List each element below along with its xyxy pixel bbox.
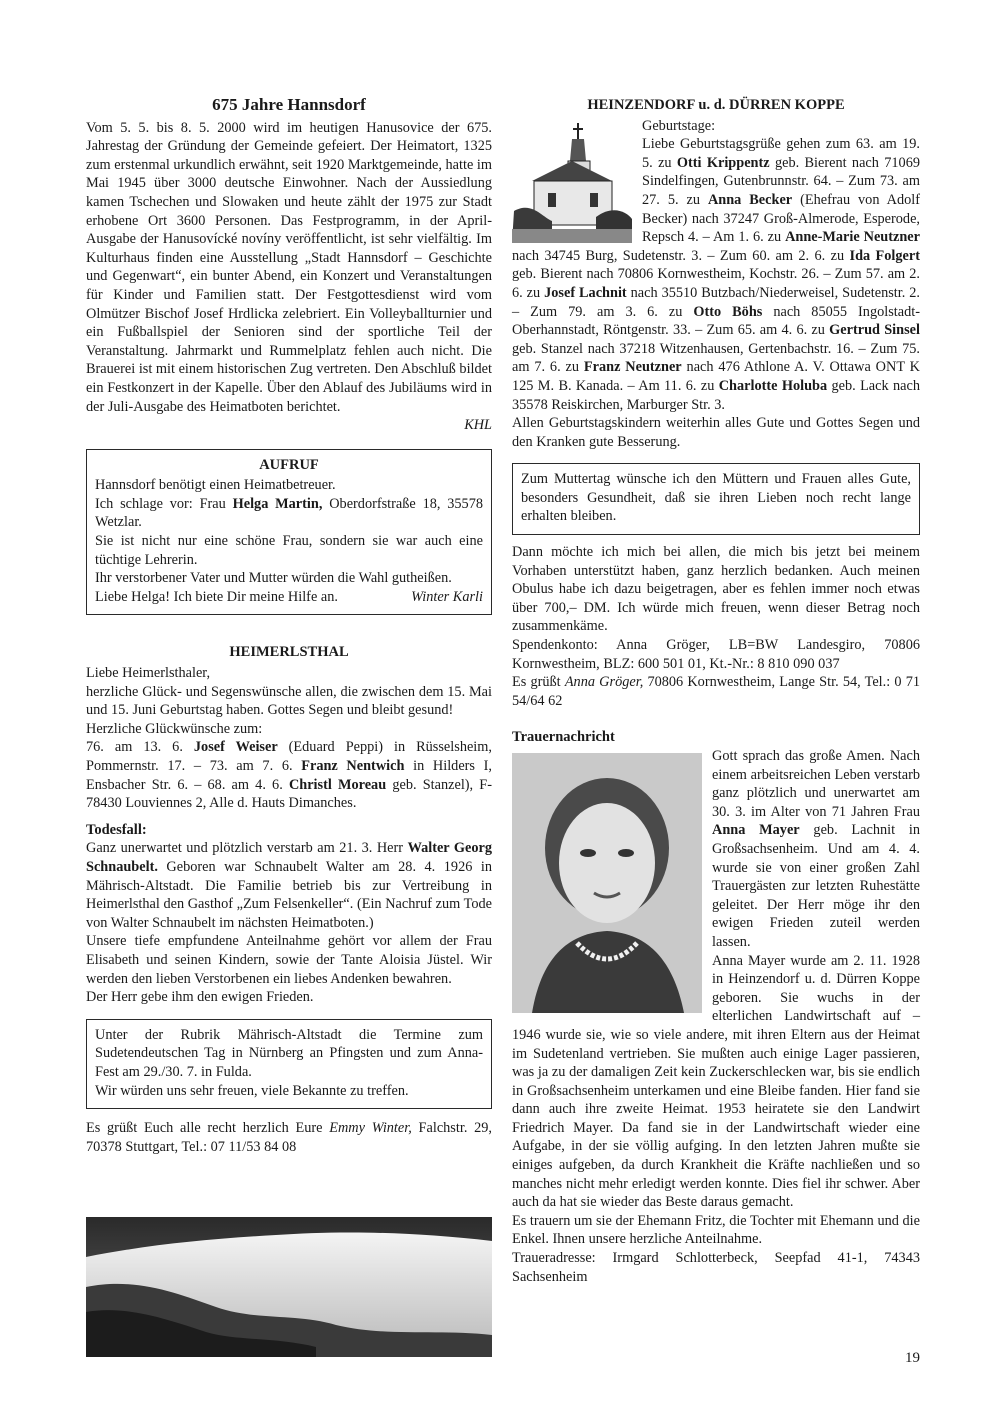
paragraph: Der Herr gebe ihm den ewigen Frieden. <box>86 989 314 1006</box>
aufruf-line: Ich schlage vor: Frau Helga Martin, Oberdorfstraße 18, 35578 Wetzlar. <box>95 495 483 531</box>
birthday-list: 76. am 13. 6. Josef Weiser (Eduard Peppi) in Rüsselsheim, Pommernstr. 17. – 73. am 7. 6. Franz Nentwich in Hilders I, Ensbacher Str. 6. – 68. am 4. 6. Christl Moreau geb. Stanzel), F-78430 Louviennes 2, Alle d. Hauts Dimanches. <box>86 739 492 812</box>
paragraph: Traueradresse: Irmgard Schlotterbeck, Seepfad 41-1, 74343 Sachsenheim <box>512 1250 920 1285</box>
page-number: 19 <box>905 1350 920 1366</box>
info-box: Unter der Rubrik Mährisch-Altstadt die Termine zum Sudetendeutschen Tag in Nürnberg an Pfingsten und zum Anna-Fest am 29./30. 7. in Fulda. Wir würden uns sehr freuen, viele Bekannte zu treffen. <box>86 1019 492 1109</box>
article-hannsdorf <box>86 96 492 435</box>
church-illustration <box>512 121 632 243</box>
greeting: Liebe Heimerlsthaler, <box>86 665 211 682</box>
article-heinzendorf <box>512 96 920 710</box>
right-column <box>512 96 920 1286</box>
birthdays-label: Geburtstage: <box>642 117 716 134</box>
section-title: HEINZENDORF u. d. DÜRREN KOPPE <box>587 97 845 113</box>
paragraph: Herzliche Glückwünsche zum: <box>86 720 263 737</box>
paragraph: Es trauern um sie der Ehemann Fritz, die Tochter mit Ehemann und die Enkel. Ihnen unsere herzliche Anteilnahme. <box>512 1212 920 1248</box>
paragraph: herzliche Glück- und Segenswünsche allen, die zwischen dem 15. Mai und 15. Juni Geburtstag haben. Gottes Segen und bleibt gesund! <box>86 683 492 719</box>
todesfall-text: Ganz unerwartet und plötzlich verstarb am 21. 3. Herr Walter Georg Schnaubelt. Geboren war Schnaubelt Walter am 28. 4. 1926 in Mährisch-Altstadt. Die Familie betrieb bis zur Vertreibung in Heimerlsthal den Gasthof „Zum Felsenkeller“. (Ein Nachruf zum Tode von Walter Schnaubelt im nächsten Heimatboten.) <box>86 840 492 931</box>
muttertag-box: Zum Muttertag wünsche ich den Müttern und Frauen alles Gute, besonders Gesundheit, daß sie ihren Lieben noch recht lange erhalten bleiben. <box>512 463 920 535</box>
mountain-photo <box>86 1217 492 1357</box>
article-heimerlsthal <box>86 643 492 1156</box>
paragraph: Allen Geburtstagskindern weiterhin alles Gute und Gottes Segen und den Kranken gute Besserung. <box>512 415 920 450</box>
paragraph: Unsere tiefe empfundene Anteilnahme gehört vor allem der Frau Elisabeth und seinen Kindern, sowie der Tante Aloisia Jüstel. Wir werden den lieben Verstorbenen ein liebes Andenken bewahren. <box>86 933 492 987</box>
article-title: 675 Jahre Hannsdorf <box>212 95 366 114</box>
todesfall-title: Todesfall: <box>86 821 147 838</box>
aufruf-box <box>86 449 492 616</box>
donation-account: Spendenkonto: Anna Gröger, LB=BW Landesgiro, 70806 Kornwestheim, BLZ: 600 501 01, Kt.-Nr.: 8 810 090 037 <box>512 637 920 672</box>
article-trauernachricht <box>512 728 920 1286</box>
aufruf-line: Hannsdorf benötigt einen Heimatbetreuer. <box>95 477 336 494</box>
obituary-text: Gott sprach das große Amen. Nach einem arbeitsreichen Leben verstarb ganz plötzlich und unerwartet am 30. 3. im Alter von 71 Jahren Frau Anna Mayer geb. Lachnit in Großsachsenheim. Und am 4. 4. wurde sie von einer großen Zahl Trauergästen zur letzten Ruhestätte geleitet. Der Herr möge ihr den ewigen Frieden zuteil werden lassen. <box>712 748 920 950</box>
aufruf-title: AUFRUF <box>259 456 319 473</box>
section-title: HEIMERLSTHAL <box>229 644 349 661</box>
aufruf-line: Liebe Helga! Ich biete Dir meine Hilfe an. Winter Karli <box>95 588 483 605</box>
obituary-text: Anna Mayer wurde am 2. 11. 1928 in Heinzendorf u. d. Dürren Koppe geboren. Sie wuchs in der elterlichen Landwirtschaft auf – 1946 wurde sie, wie so viele andere, mit ihren Eltern aus der Heimat im Sudetenland vertrieben. Sie mußten auch einige Lager passieren, was ja zu der damaligen Zeit kein Zuckerschlecken war, bis sie endlich in Großsachsenheim unterkamen und eine Bleibe fanden. Hier fand sie dann auch ihre zweite Heimat. 1953 heiratete sie den Landwirt Friedrich Mayer. Da fand sie in der Landwirtschaft wieder eine Aufgabe, in der sie völlig aufging. In den letzten Jahren mußte sie einiges aufgeben, da durch Krankheit die Kräfte nachließen und so manches nicht mehr erledigt werden konnte. Dies fiel ihr schwer. Aber auch da hat sie wieder das Beste daraus gemacht. <box>512 952 920 1211</box>
article-signature: KHL <box>464 417 492 434</box>
aufruf-signature: Winter Karli <box>411 588 483 605</box>
person-name: Helga Martin, <box>232 495 323 512</box>
closing: Es grüßt Euch alle recht herzlich Eure Emmy Winter, Falchstr. 29, 70378 Stuttgart, Tel.: 07 11/53 84 08 <box>86 1120 492 1155</box>
section-title: Trauernachricht <box>512 729 615 746</box>
article-body: Vom 5. 5. bis 8. 5. 2000 wird im heutigen Hanusovice der 675. Jahrestag der Gründung der Gemeinde gefeiert. Der Heimatort, 1325 zum erstenmal urkundlich erwähnt, seit 1920 Marktgemeinde, hatte im Mai 1945 über 3000 deutsche Einwohner. Nach der Aussiedlung kamen Tschechen und Slowaken und heute zählt der 1975 zur Stadt erhobene Ort 3600 Personen. Das Festprogramm, in der April-Ausgabe der Hanusovícké novíny veröffentlicht, ist sehr vielfältig. Im Kulturhaus finden eine Ausstellung „Stadt Hannsdorf – Geschichte und Gegenwart“, ein bunter Abend, ein Konzert und Veranstaltungen für Kinder und Familien statt. Der Festgottesdienst wird vom Olmützer Bischof Josef Hrdlicka zelebriert. Ein Volleyballturnier und ein Fußballspiel der Senioren sind der sportliche Teil der Veranstaltung. Jahrmarkt und Rummelplatz fehlen auch nicht. Die Brauerei ist mit einem historischen Zug vertreten. Den Abschluß bildet ein Festkonzert in der Kapelle. Über den Ablauf des Jubiläums wird in der Juli-Ausgabe des Heimatboten berichtet. <box>86 119 492 415</box>
left-column <box>86 96 492 1156</box>
paragraph: Es grüßt Anna Gröger, 70806 Kornwestheim, Lange Str. 54, Tel.: 0 71 54/64 62 <box>512 674 920 709</box>
aufruf-line: Sie ist nicht nur eine schöne Frau, sondern sie war auch eine tüchtige Lehrerin. <box>95 533 483 568</box>
portrait-photo <box>512 753 702 1013</box>
aufruf-line: Ihr verstorbener Vater und Mutter würden die Wahl gutheißen. <box>95 570 452 587</box>
birthday-list: Liebe Geburtstagsgrüße gehen zum 63. am 19. 5. zu Otti Krippentz geb. Bierent nach 71069 Sindelfingen, Gutenbrunnstr. 64. – Zum 73. am 27. 5. zu Anna Becker (Ehefrau von Adolf Becker) nach 37247 Groß-Almerode, Esperode, Repsch 4. – Am 1. 6. zu Anne-Marie Neutzner nach 34745 Burg, Sudetenstr. 3. – Zum 60. am 2. 6. zu Ida Folgert geb. Bierent nach 70806 Kornwestheim, Kochstr. 26. – Zum 57. am 2. 6. zu Josef Lachnit nach 35510 Butzbach/Niederweisel, Sudetenstr. 2. – Zum 79. am 3. 6. zu Otto Böhs nach 85055 Ingolstadt-Oberhannstadt, Röntgenstr. 33. – Zum 65. am 4. 6. zu Gertrud Sinsel geb. Stanzel nach 37218 Witzenhausen, Gertenbachstr. 16. – Zum 75. am 7. 6. zu Franz Neutzner nach 476 Athlone A. V. Ottawa ONT K 125 M. B. Kanada. – Am 11. 6. zu Charlotte Holuba geb. Lack nach 35578 Reiskirchen, Marburger Str. 3. <box>512 136 921 413</box>
paragraph: Dann möchte ich mich bei allen, die mich bis jetzt bei meinem Vorhaben unterstützt haben, ganz herzlich bedanken. Auch meinen Obulus habe ich dazu beigetragen, aber es fehlen immer noch etwas über 700,– DM. Ich würde mich freuen, wenn dieser Betrag noch zusammenkäme. <box>512 544 920 635</box>
